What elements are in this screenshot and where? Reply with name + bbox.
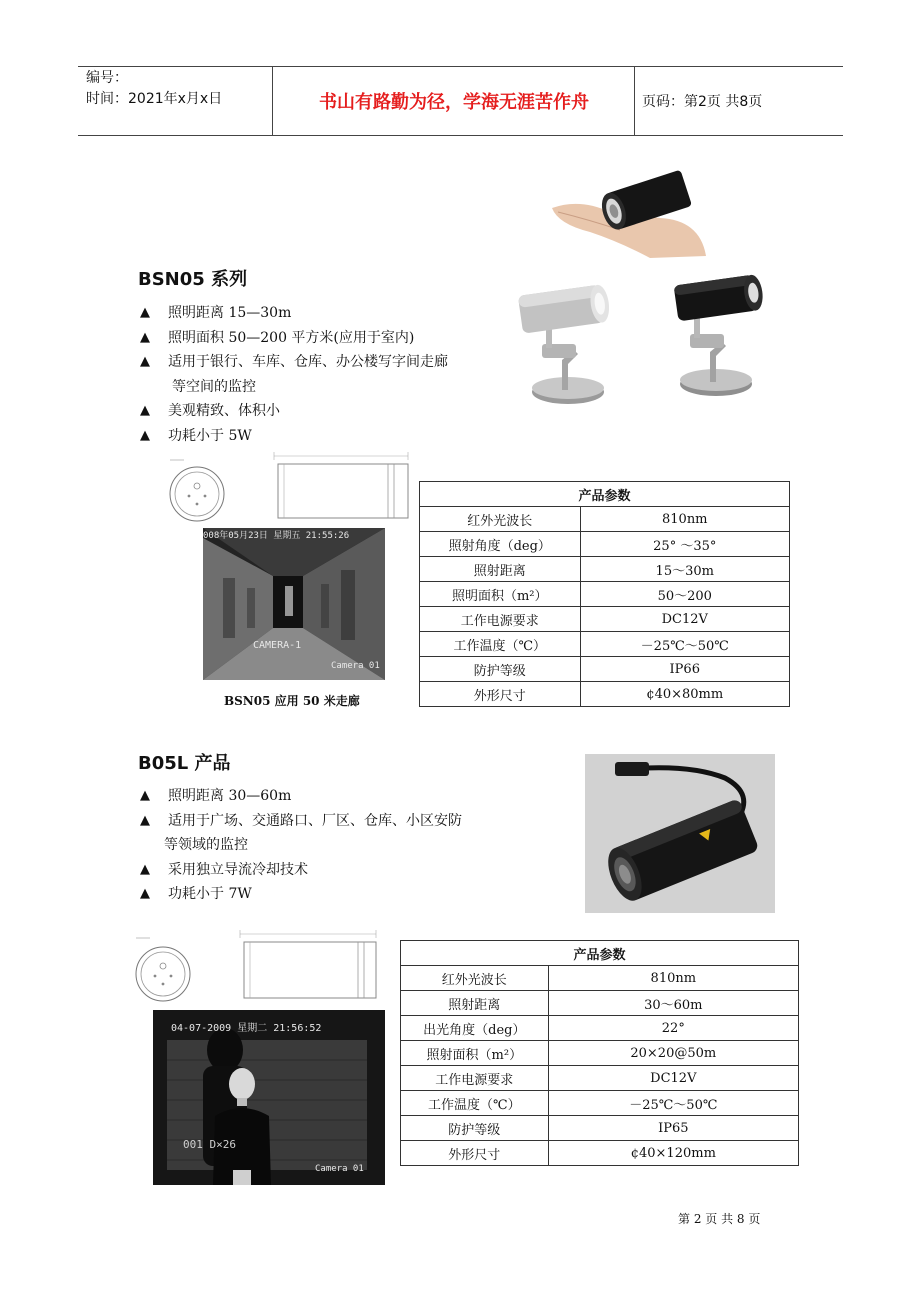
table-title-row bbox=[401, 941, 799, 966]
silver-camera-photo bbox=[512, 280, 612, 408]
table-row: 红外光波长 810nm bbox=[420, 507, 790, 532]
table-title-row bbox=[420, 482, 790, 507]
table-row: 照明面积（m²） 50～200 bbox=[420, 582, 790, 607]
triangle-bullet-icon: ▲ bbox=[140, 427, 150, 443]
list-item-continuation: 等空间的监控 bbox=[172, 378, 256, 395]
header-page-number: 页码：第2页 共8页 bbox=[642, 94, 763, 110]
header-top-rule bbox=[78, 66, 843, 67]
triangle-bullet-icon: ▲ bbox=[140, 812, 150, 828]
table-title: 产品参数 bbox=[420, 482, 790, 507]
list-item: ▲ 照明距离 30—60m bbox=[140, 784, 520, 809]
side-view-drawing-2 bbox=[238, 928, 380, 1002]
triangle-bullet-icon: ▲ bbox=[140, 305, 150, 320]
triangle-bullet-icon: ▲ bbox=[140, 329, 150, 345]
header-divider-2 bbox=[634, 66, 635, 136]
table-row: 外形尺寸 ¢40×80mm bbox=[420, 682, 790, 707]
front-view-drawing-2 bbox=[130, 934, 196, 1002]
cctv-camera-label: CAMERA-1 bbox=[253, 640, 302, 651]
side-view-drawing bbox=[272, 450, 412, 522]
header-divider-1 bbox=[272, 66, 273, 136]
triangle-bullet-icon: ▲ bbox=[140, 788, 150, 803]
table-row: 红外光波长 810nm bbox=[401, 966, 799, 991]
triangle-bullet-icon: ▲ bbox=[140, 886, 150, 901]
header-motto: 书山有路勤为径，学海无涯苦作舟 bbox=[319, 92, 589, 113]
header-bottom-rule bbox=[78, 135, 843, 136]
table-row: 照射角度（deg） 25° ～35° bbox=[420, 532, 790, 557]
b05l-feature-list bbox=[140, 784, 520, 907]
cctv-night-camera-corner: Camera 01 bbox=[315, 1164, 364, 1174]
table-row: 出光角度（deg） 22° bbox=[401, 1016, 799, 1041]
list-item: ▲ 照明面积 50—200 平方米(应用于室内) bbox=[140, 326, 500, 351]
hand-holding-camera-photo bbox=[550, 160, 710, 260]
table-row: 工作温度（℃） －25℃～50℃ bbox=[401, 1091, 799, 1116]
front-view-drawing bbox=[164, 456, 230, 522]
header-info bbox=[86, 68, 222, 110]
table-row: 照射距离 30～60m bbox=[401, 991, 799, 1016]
section-title-bsn05: BSN05 系列 bbox=[138, 269, 248, 290]
list-item: ▲ 采用独立导流冷却技术 bbox=[140, 858, 520, 883]
cctv-night-id-label: 001 D×26 bbox=[183, 1138, 236, 1151]
doc-time-label: 时间：2021年x月x日 bbox=[86, 91, 223, 107]
table-row: 防护等级 IP65 bbox=[401, 1116, 799, 1141]
b05l-param-table bbox=[400, 940, 799, 1166]
cctv-night-image bbox=[153, 1010, 385, 1185]
table-row: 照射面积（m²） 20×20@50m bbox=[401, 1041, 799, 1066]
section-title-b05l: B05L 产品 bbox=[138, 753, 231, 774]
triangle-bullet-icon: ▲ bbox=[140, 861, 150, 877]
cctv-camera-corner: Camera 01 bbox=[331, 661, 380, 671]
triangle-bullet-icon: ▲ bbox=[140, 403, 150, 418]
list-item: ▲ 功耗小于 5W bbox=[140, 424, 500, 449]
table-row: 工作电源要求 DC12V bbox=[401, 1066, 799, 1091]
footer-page-number: 第 2 页 共 8 页 bbox=[678, 1212, 761, 1226]
list-item-continuation: 等领域的监控 bbox=[164, 837, 248, 853]
list-item: ▲ 照明距离 15—30m bbox=[140, 301, 500, 326]
table-row: 外形尺寸 ¢40×120mm bbox=[401, 1141, 799, 1166]
b05l-camera-photo bbox=[585, 754, 775, 913]
table-title: 产品参数 bbox=[401, 941, 799, 966]
cctv-night-timestamp: 04-07-2009 星期二 21:56:52 bbox=[171, 1023, 322, 1034]
triangle-bullet-icon: ▲ bbox=[140, 354, 150, 369]
list-item: ▲ 适用于广场、交通路口、厂区、仓库、小区安防 bbox=[140, 809, 520, 834]
doc-number-label: 编号： bbox=[86, 70, 128, 86]
table-row: 照射距离 15～30m bbox=[420, 557, 790, 582]
cctv-timestamp: 008年05月23日 星期五 21:55:26 bbox=[203, 531, 350, 541]
black-camera-photo bbox=[670, 272, 766, 398]
table-row: 防护等级 IP66 bbox=[420, 657, 790, 682]
corridor-caption: BSN05 应用 50 米走廊 bbox=[224, 694, 360, 708]
cctv-corridor-image bbox=[203, 528, 385, 680]
list-item: ▲ 适用于银行、车库、仓库、办公楼写字间走廊 bbox=[140, 350, 500, 375]
bsn05-param-table bbox=[419, 481, 790, 707]
list-item: ▲ 功耗小于 7W bbox=[140, 882, 520, 907]
table-row: 工作温度（℃） －25℃～50℃ bbox=[420, 632, 790, 657]
table-row: 工作电源要求 DC12V bbox=[420, 607, 790, 632]
bsn05-feature-list bbox=[140, 301, 500, 448]
list-item: ▲ 美观精致、体积小 bbox=[140, 399, 500, 424]
